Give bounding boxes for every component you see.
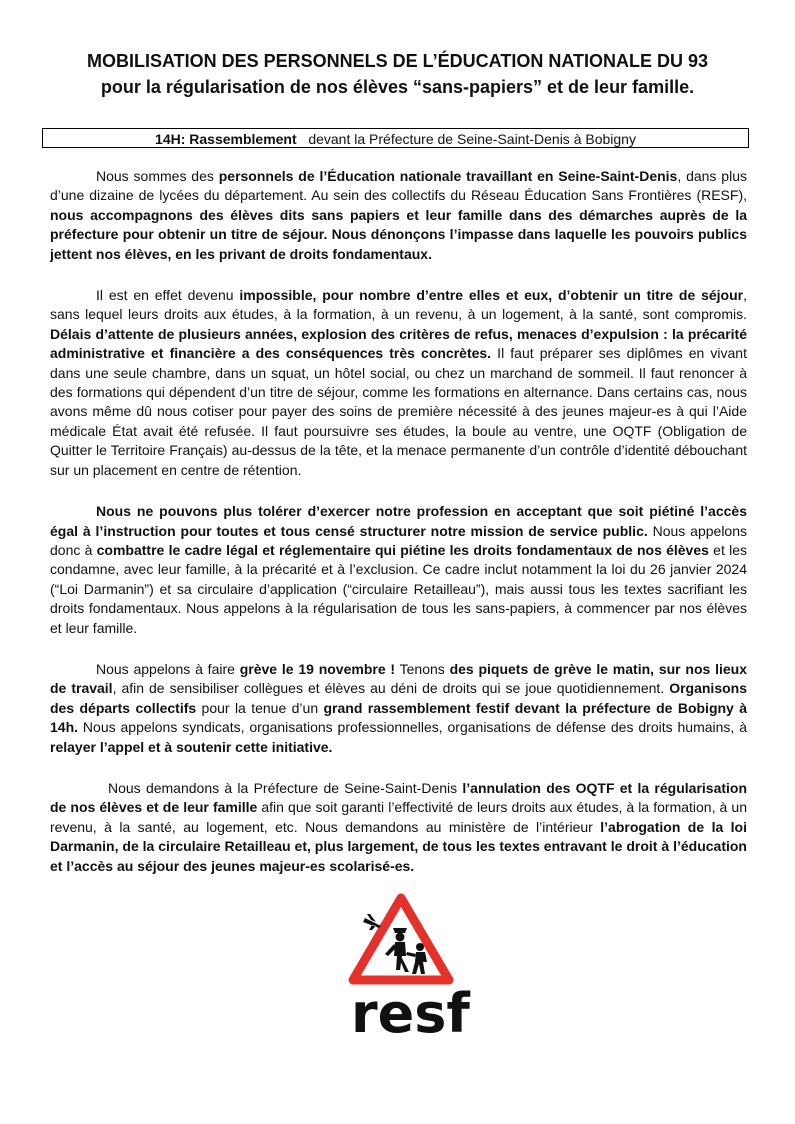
text-segment: Nous demandons à la Préfecture de Seine-Saint-Denis <box>108 779 463 796</box>
text-segment-bold: relayer l’appel et à soutenir cette initiative. <box>50 738 333 755</box>
paragraph <box>50 779 747 876</box>
text-segment-bold: nous accompagnons des élèves dits sans papiers et leur famille dans des démarches auprès de la préfecture pour obtenir un titre de séjour. Nous dénonçons l’impasse dans laquelle les pouvoirs publics jettent nos élèves, en les privant de droits fondamentaux. <box>50 206 747 262</box>
event-banner <box>42 128 749 148</box>
text-segment: afin que soit garanti l’effectivité de leurs droits aux études, à la formation, à un revenu, à la santé, au logement, etc. Nous demandons au ministère de l’intérieur <box>50 799 747 835</box>
text-segment: Tenons <box>395 660 450 677</box>
text-segment-bold: Délais d’attente de plusieurs années, explosion des critères de refus, menaces d’expulsion : la précarité administrative et financière a des conséquences très concrètes. <box>50 325 747 362</box>
text-segment-bold: personnels de l’Éducation nationale travaillant en Seine-Saint-Denis <box>218 168 678 184</box>
text-segment: , sans lequel leurs droits aux études, à la formation, à un revenu, à un logement, à la santé, sont compromis. <box>50 287 747 323</box>
text-segment: et les condamne, avec leur famille, à la précarité et à l’exclusion. Ce cadre inclut notamment la loi du 26 janvier 2024 (“Loi Darmanin”) et sa circulaire d’application (“circulaire Retailleau”), mais aussi tous les textes sacrifiant les droits fondamentaux. Nous appelons à la régularisation de tous les sans-papiers, à commencer par nos élèves et leur famille. <box>50 541 747 636</box>
body-text <box>50 167 747 898</box>
text-segment-bold: l’abrogation de la loi Darmanin, de la circulaire Retailleau et, plus largement, de tous les textes entravant le droit à l’éducation et l’accès au séjour des jeunes majeur-es scolarisé-es. <box>50 818 747 874</box>
resf-logo <box>345 892 470 1045</box>
text-segment: Il est en effet devenu <box>96 287 240 304</box>
paragraph <box>50 502 747 638</box>
text-segment: , dans plus d’une dizaine de lycées du département. Au sein des collectifs du Réseau Éducation Sans Frontières (RESF), <box>50 168 747 204</box>
text-segment: pour la tenue d’un <box>196 699 324 716</box>
text-segment: Nous appelons donc à <box>50 522 747 558</box>
text-segment-bold: Nous ne pouvons plus tolérer d’exercer notre profession en acceptant que soit piétiné l’accès égal à l’instruction pour toutes et tous censé structurer notre mission de service public. <box>50 503 747 539</box>
text-segment: , afin de sensibiliser collègues et élèves au déni de droits qui se joue quotidiennement. <box>112 680 670 697</box>
paragraph <box>50 167 747 264</box>
text-segment: Nous appelons syndicats, organisations professionnelles, organisations de défense des droits humains, à <box>78 719 747 736</box>
paragraph <box>50 286 747 480</box>
text-segment-bold: Organisons des départs collectifs <box>50 680 747 716</box>
text-segment-bold: grève le 19 novembre ! <box>239 660 396 677</box>
banner-time: 14H: Rassemblement <box>155 131 297 147</box>
text-segment-bold: grand rassemblement festif devant la préfecture de Bobigny à 14h. <box>50 699 747 736</box>
text-segment-bold: des piquets de grève le matin, sur nos lieux de travail <box>50 660 747 697</box>
text-segment-bold: combattre le cadre légal et réglementaire qui piétine les droits fondamentaux de nos élèves <box>96 541 709 558</box>
text-segment-bold: impossible, pour nombre d’entre elles et eux, d’obtenir un titre de séjour <box>239 287 744 304</box>
text-segment: Nous appelons à faire <box>96 660 240 677</box>
text-segment: Nous sommes des <box>96 168 219 184</box>
paragraph <box>50 660 747 757</box>
school-crossing-warning-sign-icon <box>345 892 470 1045</box>
text-segment-bold: l’annulation des OQTF et la régularisation de nos élèves et de leur famille <box>50 779 748 816</box>
text-segment: Il faut préparer ses diplômes en vivant dans une seule chambre, dans un squat, un hôtel social, ou chez un marchand de sommeil. Il faut renoncer à des formations qui dépendent d’un titre de séjour, comme les formations en alternance. Dans certains cas, nous avons même dû nous cotiser pour payer des soins de première nécessité à des jeunes majeur-es à qui l’Aide médicale État avait été refusée. Il faut poursuivre ses études, la boule au ventre, une OQTF (Obligation de Quitter le Territoire Français) au-dessus de la tête, et la menace permanente d’un contrôle d’identité débouchant sur un placement en centre de rétention. <box>50 345 747 478</box>
title-line-1: MOBILISATION DES PERSONNELS DE L’ÉDUCATION NATIONALE DU 93 <box>86 51 709 71</box>
title-line-2: pour la régularisation de nos élèves “sans-papiers” et de leur famille. <box>100 77 695 97</box>
document-title <box>30 48 765 100</box>
svg-text:resf: resf <box>351 982 470 1045</box>
banner-location: devant la Préfecture de Seine-Saint-Denis à Bobigny <box>308 131 636 147</box>
